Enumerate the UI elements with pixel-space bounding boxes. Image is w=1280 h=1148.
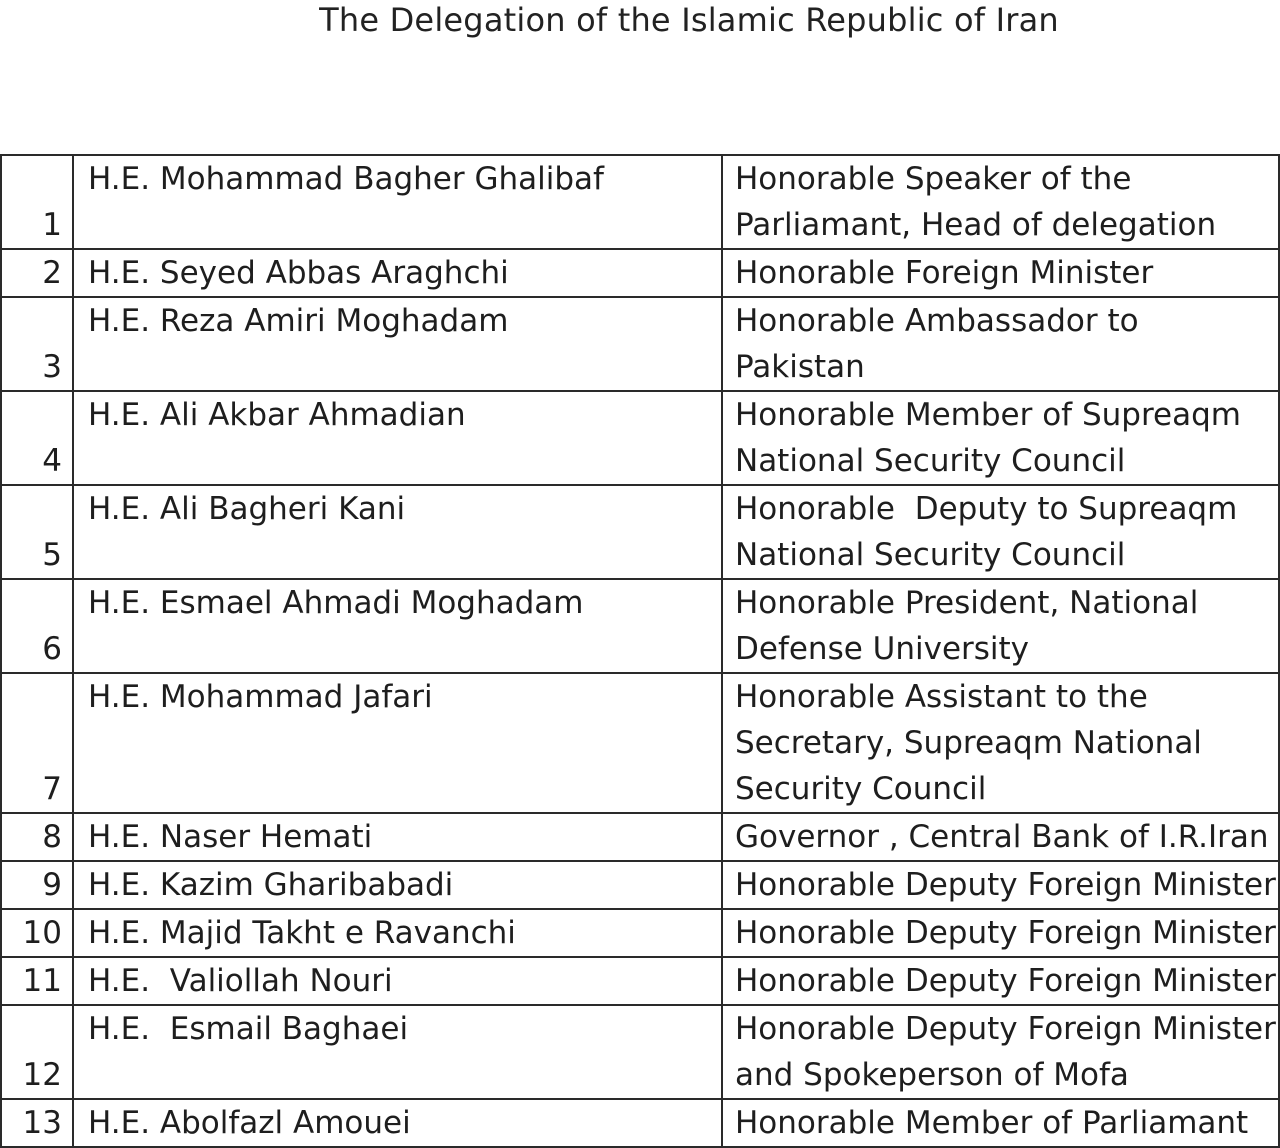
row-number-cell: 1 [1,155,73,249]
table-row [1,155,1279,249]
row-number-cell: 12 [1,1005,73,1099]
row-number-cell: 13 [1,1099,73,1147]
table-row [1,957,1279,1005]
delegate-name-cell: H.E. Ali Akbar Ahmadian [73,391,722,485]
delegate-role-cell: Honorable Speaker of the Parliamant, Head of delegation [722,155,1279,249]
delegate-role-cell: Honorable Ambassador to Pakistan [722,297,1279,391]
table-row [1,1099,1279,1147]
delegation-table [0,154,1280,1148]
table-row [1,1005,1279,1099]
delegate-role-cell: Honorable Deputy Foreign Minister [722,909,1279,957]
table-row [1,861,1279,909]
table-row [1,813,1279,861]
table-row [1,391,1279,485]
delegate-name-cell: H.E. Mohammad Jafari [73,673,722,813]
delegation-table-body [1,155,1279,1147]
delegate-role-cell: Honorable Foreign Minister [722,249,1279,297]
delegate-name-cell: H.E. Naser Hemati [73,813,722,861]
delegate-name-cell: H.E. Valiollah Nouri [73,957,722,1005]
delegate-name-cell: H.E. Esmail Baghaei [73,1005,722,1099]
delegate-role-cell: Honorable Deputy to Supreaqm National Security Council [722,485,1279,579]
row-number-cell: 5 [1,485,73,579]
table-row [1,485,1279,579]
table-row [1,673,1279,813]
delegate-name-cell: H.E. Abolfazl Amouei [73,1099,722,1147]
row-number-cell: 9 [1,861,73,909]
delegate-role-cell: Honorable Deputy Foreign Minister [722,861,1279,909]
delegate-role-cell: Honorable Deputy Foreign Minister [722,957,1279,1005]
row-number-cell: 8 [1,813,73,861]
delegate-role-cell: Honorable Member of Supreaqm National Security Council [722,391,1279,485]
table-row [1,579,1279,673]
row-number-cell: 11 [1,957,73,1005]
row-number-cell: 2 [1,249,73,297]
delegate-role-cell: Honorable Deputy Foreign Minister and Spokeperson of Mofa [722,1005,1279,1099]
delegate-role-cell: Honorable President, National Defense University [722,579,1279,673]
row-number-cell: 4 [1,391,73,485]
delegate-role-cell: Honorable Assistant to the Secretary, Supreaqm National Security Council [722,673,1279,813]
document-title: The Delegation of the Islamic Republic of Iran [319,1,1059,39]
row-number-cell: 10 [1,909,73,957]
table-row [1,249,1279,297]
delegate-name-cell: H.E. Kazim Gharibabadi [73,861,722,909]
delegate-role-cell: Honorable Member of Parliamant [722,1099,1279,1147]
row-number-cell: 3 [1,297,73,391]
delegate-name-cell: H.E. Majid Takht e Ravanchi [73,909,722,957]
delegate-name-cell: H.E. Ali Bagheri Kani [73,485,722,579]
delegate-role-cell: Governor , Central Bank of I.R.Iran [722,813,1279,861]
delegate-name-cell: H.E. Seyed Abbas Araghchi [73,249,722,297]
row-number-cell: 7 [1,673,73,813]
delegate-name-cell: H.E. Mohammad Bagher Ghalibaf [73,155,722,249]
table-row [1,297,1279,391]
delegate-name-cell: H.E. Esmael Ahmadi Moghadam [73,579,722,673]
row-number-cell: 6 [1,579,73,673]
table-row [1,909,1279,957]
delegate-name-cell: H.E. Reza Amiri Moghadam [73,297,722,391]
